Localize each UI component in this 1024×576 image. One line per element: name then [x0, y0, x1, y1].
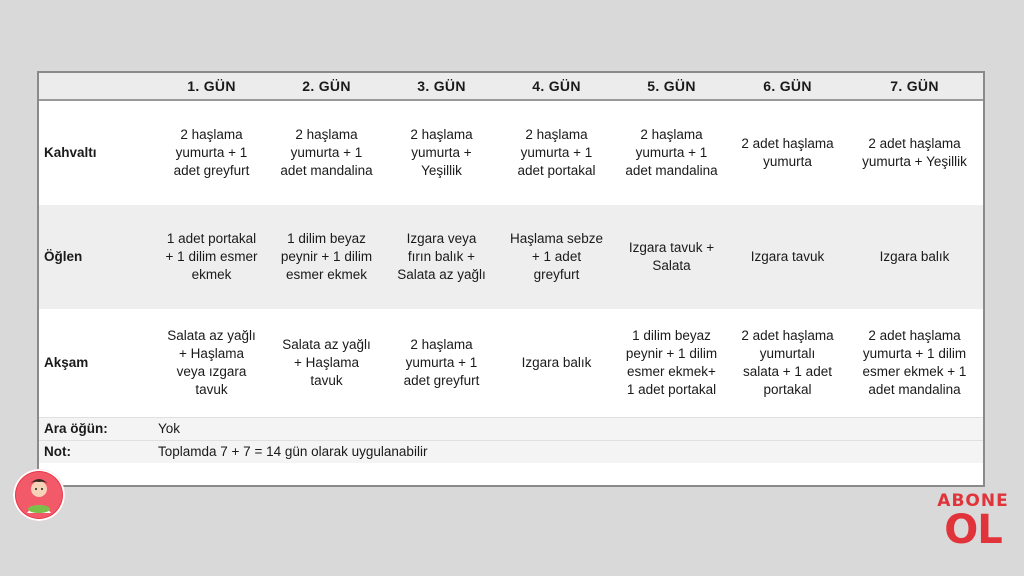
table-cell: 2 haşlama yumurta + 1 adet greyfurt [384, 309, 499, 418]
header-corner [39, 73, 154, 100]
dinner-row [39, 309, 983, 418]
table-cell: 1 dilim beyaz peynir + 1 dilim esmer ekmek+ 1 adet portakal [614, 309, 729, 418]
lunch-row [39, 205, 983, 309]
header-day-6: 6. GÜN [729, 73, 846, 100]
table-cell: 2 haşlama yumurta + Yeşillik [384, 100, 499, 205]
table-cell: 1 adet portakal + 1 dilim esmer ekmek [154, 205, 269, 309]
header-row [39, 73, 983, 100]
table-cell: Salata az yağlı + Haşlama veya ızgara tavuk [154, 309, 269, 418]
row-label-note: Not: [39, 441, 154, 464]
chef-avatar-icon[interactable] [13, 469, 65, 521]
diet-table [39, 73, 983, 463]
table-cell: 2 adet haşlama yumurta [729, 100, 846, 205]
row-label-dinner: Akşam [39, 309, 154, 418]
header-day-3: 3. GÜN [384, 73, 499, 100]
table-cell: 2 adet haşlama yumurta + 1 dilim esmer ekmek + 1 adet mandalina [846, 309, 983, 418]
note-value: Toplamda 7 + 7 = 14 gün olarak uygulanabilir [154, 441, 983, 464]
header-day-2: 2. GÜN [269, 73, 384, 100]
row-label-snack: Ara öğün: [39, 418, 154, 441]
subscribe-line-1: ABONE [937, 491, 1009, 511]
table-cell: Izgara tavuk [729, 205, 846, 309]
snack-row [39, 418, 983, 441]
table-cell: 2 adet haşlama yumurta + Yeşillik [846, 100, 983, 205]
table-cell: 2 haşlama yumurta + 1 adet mandalina [614, 100, 729, 205]
table-cell: Haşlama sebze + 1 adet greyfurt [499, 205, 614, 309]
header-day-7: 7. GÜN [846, 73, 983, 100]
table-cell: Izgara balık [846, 205, 983, 309]
table-cell: 2 haşlama yumurta + 1 adet portakal [499, 100, 614, 205]
table-cell: Salata az yağlı + Haşlama tavuk [269, 309, 384, 418]
subscribe-badge[interactable] [936, 491, 1010, 553]
note-row [39, 441, 983, 464]
row-label-lunch: Öğlen [39, 205, 154, 309]
diet-plan-sheet [37, 71, 985, 487]
header-day-4: 4. GÜN [499, 73, 614, 100]
subscribe-line-2: OL [944, 507, 1002, 553]
snack-value: Yok [154, 418, 983, 441]
breakfast-row [39, 100, 983, 205]
header-day-5: 5. GÜN [614, 73, 729, 100]
row-label-breakfast: Kahvaltı [39, 100, 154, 205]
table-cell: 1 dilim beyaz peynir + 1 dilim esmer ekmek [269, 205, 384, 309]
table-cell: 2 haşlama yumurta + 1 adet greyfurt [154, 100, 269, 205]
table-cell: 2 haşlama yumurta + 1 adet mandalina [269, 100, 384, 205]
table-cell: Izgara balık [499, 309, 614, 418]
table-cell: 2 adet haşlama yumurtalı salata + 1 adet portakal [729, 309, 846, 418]
table-cell: Izgara veya fırın balık + Salata az yağlı [384, 205, 499, 309]
header-day-1: 1. GÜN [154, 73, 269, 100]
table-cell: Izgara tavuk + Salata [614, 205, 729, 309]
